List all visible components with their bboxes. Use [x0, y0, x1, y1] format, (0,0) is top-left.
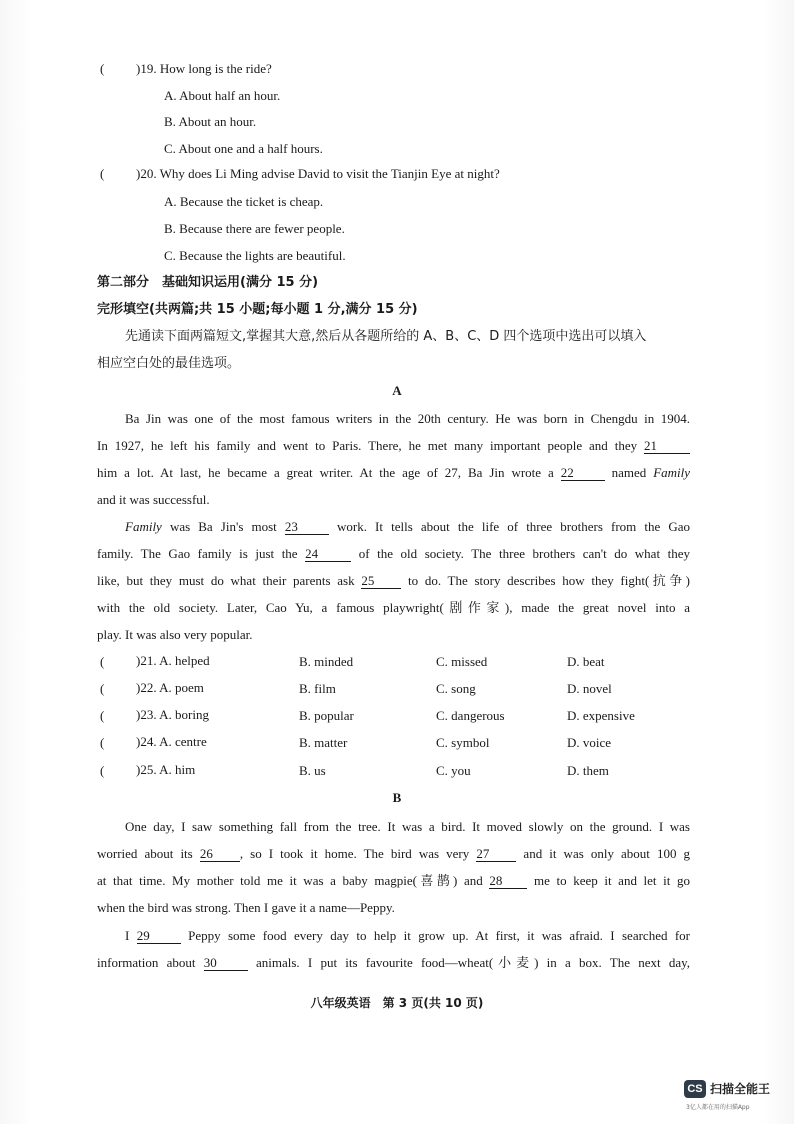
answer-bracket: (	[100, 735, 105, 750]
option-c: C. you	[436, 763, 471, 778]
text-segment: me to keep it and let it go	[533, 873, 690, 888]
passage-b-paragraph-1	[97, 813, 690, 921]
text-line	[97, 922, 690, 949]
passage-a-heading: A	[392, 383, 402, 398]
blank-29: 29	[137, 929, 181, 944]
text-line	[97, 840, 690, 867]
blank-21: 21	[644, 439, 690, 454]
text-segment: Peppy some food every day to help it grow up. At first, it was afraid. I searched for	[188, 928, 690, 943]
question-21: )21. A. helped	[136, 653, 210, 668]
blank-30: 30	[204, 956, 248, 971]
option-d: D. voice	[567, 735, 612, 750]
text-line: play. It was also very popular.	[97, 627, 253, 642]
book-title: Family	[653, 465, 691, 480]
text-segment: work. It tells about the life of three brothers from the Gao	[336, 519, 691, 534]
text-segment: at that time. My mother told me it was a baby magpie(喜鹊) and	[97, 873, 483, 888]
text-segment: I	[125, 928, 130, 943]
text-segment: named	[611, 465, 647, 480]
text-segment: worried about its	[97, 846, 193, 861]
option-b: B. us	[299, 763, 326, 778]
text-segment: of the old society. The three brothers can't do what they	[358, 546, 691, 561]
question-text: Why does Li Ming advise David to visit the Tianjin Eye at night?	[159, 166, 500, 181]
passage-a-paragraph-1	[97, 405, 690, 513]
answer-bracket: (	[100, 681, 105, 696]
text-segment: and it was only about 100 g	[523, 846, 691, 861]
option-b: B. popular	[299, 708, 354, 723]
text-line	[97, 540, 690, 567]
text-segment: to do. The story describes how they fight(抗争)	[408, 573, 690, 588]
option-c: C. symbol	[436, 735, 490, 750]
option-b: B. film	[299, 681, 336, 696]
text-line	[97, 949, 690, 976]
blank-22: 22	[561, 466, 605, 481]
text-segment: like, but they must do what their parents ask	[97, 573, 355, 588]
question-20	[136, 165, 500, 183]
scanner-logo-icon: CS	[684, 1080, 706, 1098]
text-segment: In 1927, he left his family and went to Paris. There, he met many important people and they	[97, 438, 638, 453]
text-segment: information about	[97, 955, 196, 970]
option-c: C. dangerous	[436, 708, 505, 723]
option-d: D. expensive	[567, 708, 635, 723]
text-segment: was Ba Jin's most	[169, 519, 277, 534]
question-number: )20.	[136, 166, 157, 181]
passage-b-heading: B	[392, 790, 402, 805]
instructions-line-2: 相应空白处的最佳选项。	[97, 356, 241, 371]
answer-bracket: (	[100, 166, 105, 181]
answer-bracket: (	[100, 654, 105, 669]
text-line	[97, 432, 690, 459]
book-title: Family	[125, 519, 162, 534]
question-24: )24. A. centre	[136, 734, 207, 749]
question-text: How long is the ride?	[159, 61, 272, 76]
option-20b: B. Because there are fewer people.	[164, 221, 345, 236]
option-b: B. minded	[299, 654, 354, 669]
blank-27: 27	[476, 847, 516, 862]
option-19c: C. About one and a half hours.	[164, 141, 323, 156]
text-line: One day, I saw something fall from the tree. It was a bird. It moved slowly on the ground. I was	[125, 819, 690, 834]
blank-25: 25	[361, 574, 401, 589]
question-number: )19.	[136, 61, 157, 76]
option-19b: B. About an hour.	[164, 114, 257, 129]
text-line: and it was successful.	[97, 492, 210, 507]
text-line	[97, 567, 690, 594]
blank-26: 26	[200, 847, 240, 862]
blank-23: 23	[285, 520, 329, 535]
text-line	[97, 459, 690, 486]
answer-bracket: (	[100, 61, 105, 76]
text-line	[97, 867, 690, 894]
text-segment: , so I took it home. The bird was very	[239, 846, 470, 861]
question-19	[136, 60, 272, 78]
scanner-app-name: 扫描全能王	[710, 1082, 771, 1096]
question-23: )23. A. boring	[136, 707, 209, 722]
part2-subtitle: 完形填空(共两篇;共 15 小题;每小题 1 分,满分 15 分)	[97, 302, 418, 317]
answer-bracket: (	[100, 708, 105, 723]
option-c: C. missed	[436, 654, 488, 669]
text-line: when the bird was strong. Then I gave it a name—Peppy.	[97, 900, 395, 915]
text-segment: him a lot. At last, he became a great writer. At the age of 27, Ba Jin wrote a	[97, 465, 554, 480]
page-footer: 八年级英语 第 3 页(共 10 页)	[310, 996, 484, 1010]
option-20a: A. Because the ticket is cheap.	[164, 194, 324, 209]
option-20c: C. Because the lights are beautiful.	[164, 248, 346, 263]
answer-bracket: (	[100, 763, 105, 778]
blank-24: 24	[305, 547, 351, 562]
option-19a: A. About half an hour.	[164, 88, 281, 103]
passage-a-paragraph-2	[97, 513, 690, 648]
instructions-line-1: 先通读下面两篇短文,掌握其大意,然后从各题所给的 A、B、C、D 四个选项中选出可以填入	[125, 329, 647, 344]
text-segment: family. The Gao family is just the	[97, 546, 298, 561]
passage-b-paragraph-2	[97, 922, 690, 976]
option-c: C. song	[436, 681, 476, 696]
option-d: D. beat	[567, 654, 605, 669]
option-b: B. matter	[299, 735, 348, 750]
part2-title: 第二部分 基础知识运用(满分 15 分)	[97, 275, 319, 290]
option-d: D. novel	[567, 681, 612, 696]
text-line: with the old society. Later, Cao Yu, a famous playwright(剧作家), made the great novel into a	[97, 600, 690, 615]
text-line: Ba Jin was one of the most famous writers in the 20th century. He was born in Chengdu in 1904.	[125, 411, 690, 426]
blank-28: 28	[489, 874, 527, 889]
text-line	[97, 513, 690, 540]
scanner-app-tagline: 3亿人都在用的扫描App	[686, 1104, 750, 1111]
option-d: D. them	[567, 763, 609, 778]
question-22: )22. A. poem	[136, 680, 204, 695]
text-segment: animals. I put its favourite food—wheat(小麦) in a box. The next day,	[255, 955, 690, 970]
question-25: )25. A. him	[136, 762, 196, 777]
